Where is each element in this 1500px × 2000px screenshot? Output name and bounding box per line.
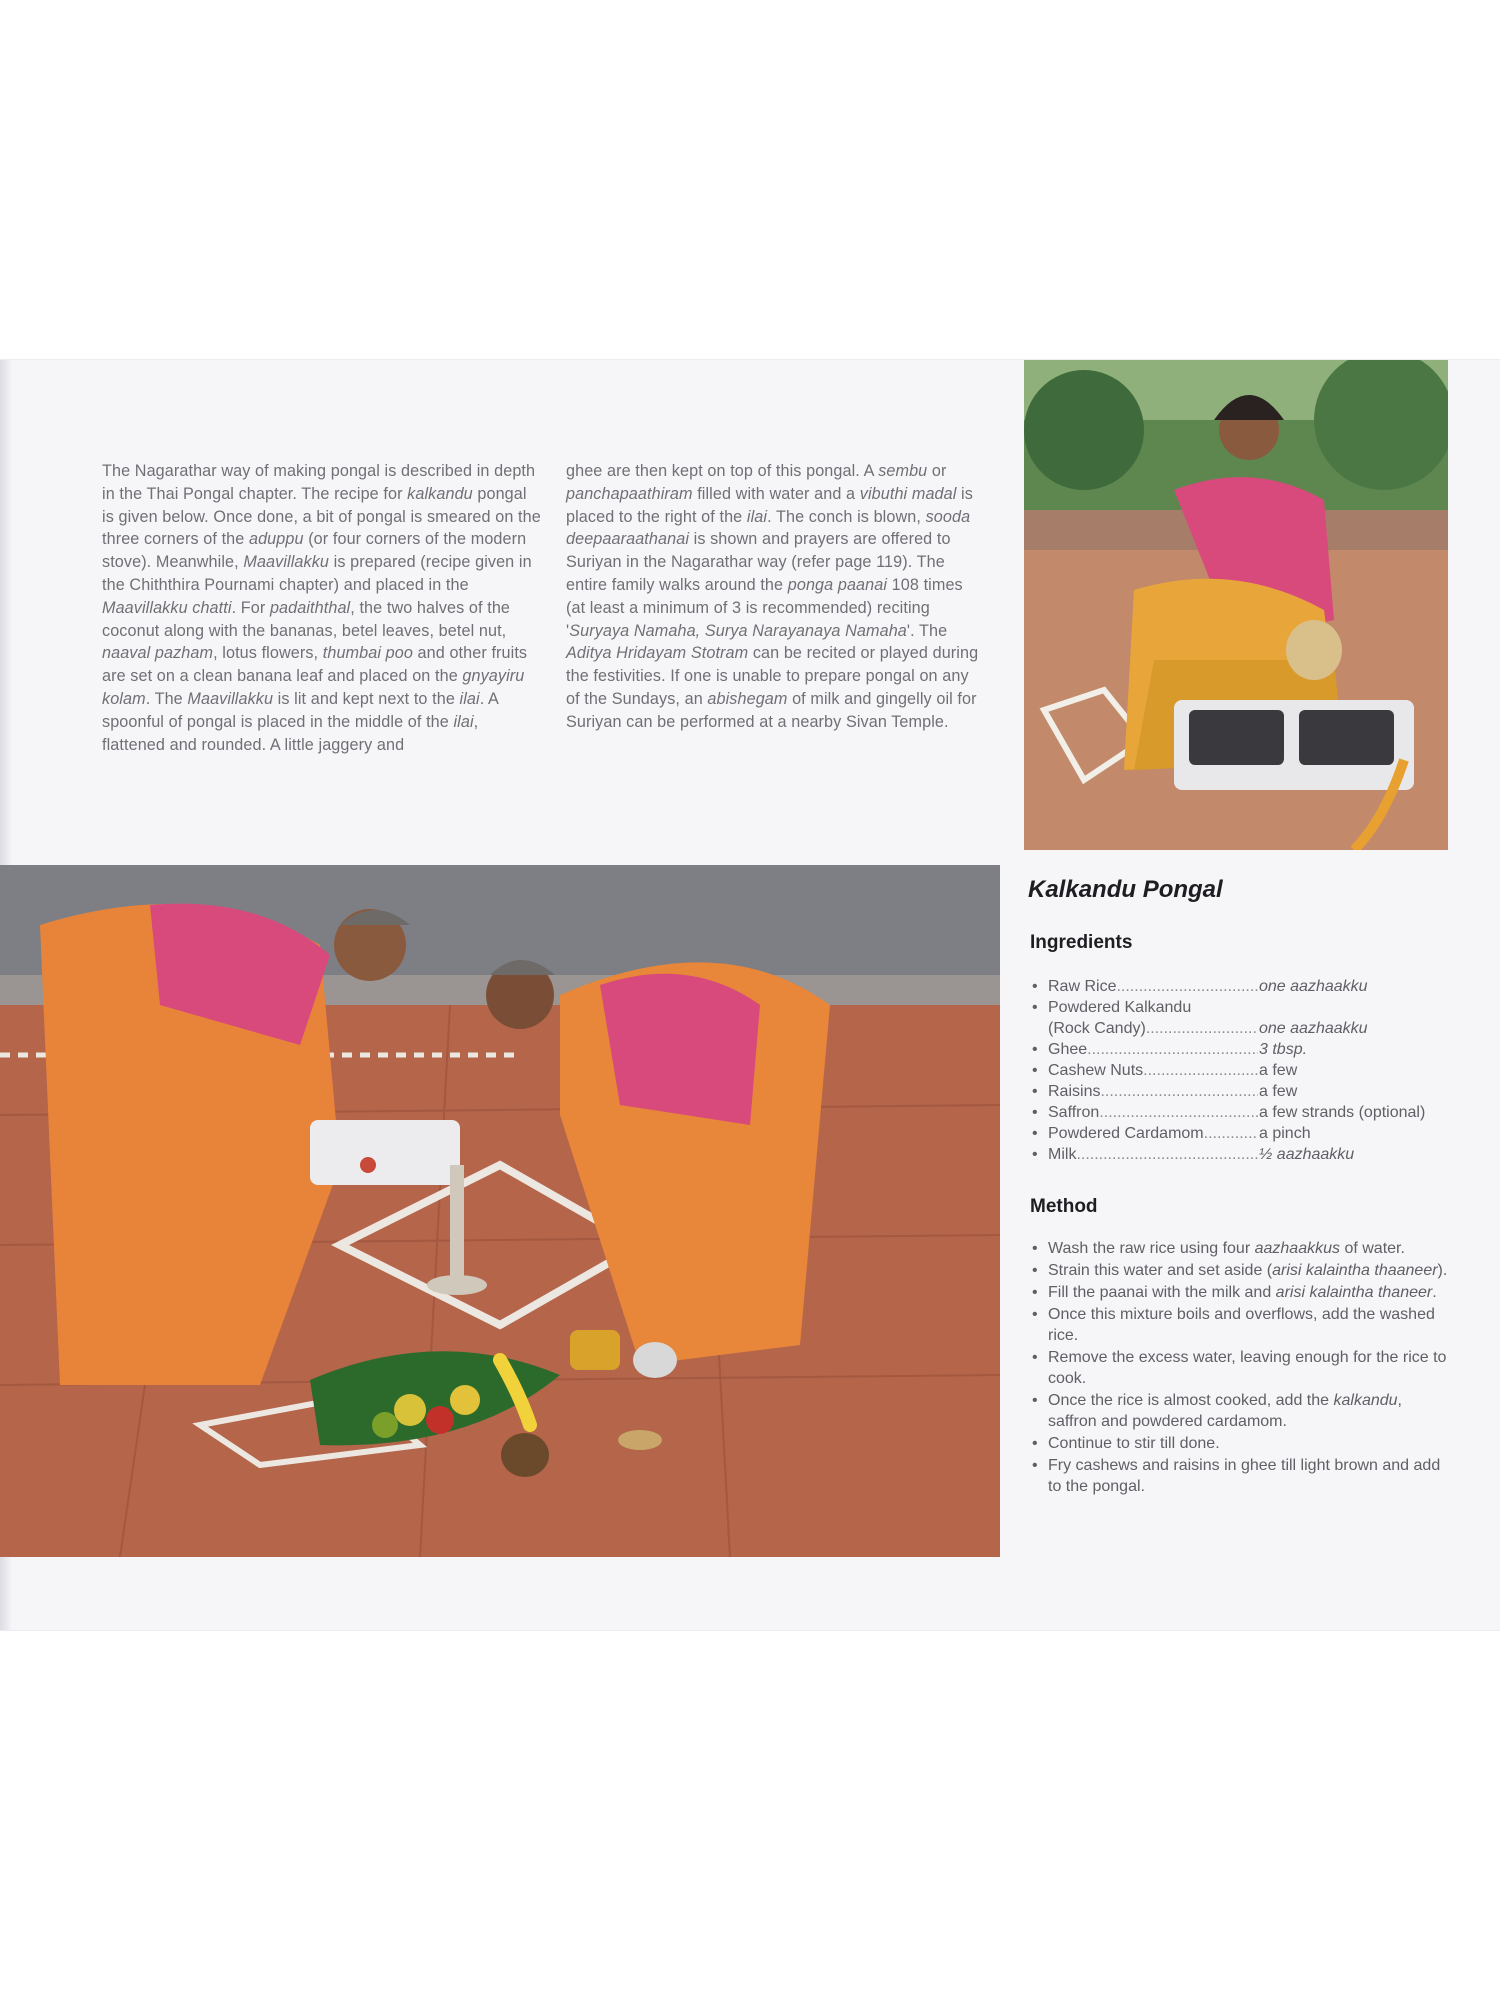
photo-women-lighting-lamp-illustration [0,865,1000,1557]
method-step [1032,1347,1452,1389]
text-run: is placed to the right of the [566,484,973,526]
text-run: Continue to stir till done. [1048,1435,1220,1452]
ingredient-amount: a few [1259,1062,1298,1079]
italic-term: aduppu [248,530,304,549]
italic-term: ponga paanai [787,575,888,594]
ingredients-list [1032,976,1462,1165]
italic-term: Suryaya Namaha, Surya Narayanaya Namaha [569,621,907,640]
ingredient-item [1032,1039,1462,1060]
text-run: and other fruits are set on a clean banana leaf and placed on the [102,644,528,686]
ingredient-amount: a few strands (optional) [1259,1104,1426,1121]
text-run: ghee are then kept on top of this pongal. A [566,462,879,480]
ingredient-item [1032,1144,1462,1165]
body-text-column-2 [566,460,986,734]
leader-dots [1076,1144,1258,1165]
ingredient-name: (Rock Candy) [1048,1020,1146,1037]
method-step [1032,1390,1452,1432]
italic-term: ilai [453,712,474,731]
ingredient-item [1032,997,1462,1018]
italic-term: padaiththal [269,598,351,617]
italic-term: aazhaakkus [1254,1240,1340,1257]
ingredient-name-cell [1048,1018,1258,1039]
italic-term: sooda deepaaraathanai [566,507,971,549]
text-run: or [927,462,947,480]
ingredient-name-cell [1048,1102,1258,1123]
text-run: The Nagarathar way of making pongal is described in depth in the Thai Pongal chapter. The recipe for [102,462,536,503]
text-run: is shown and prayers are offered to Suriyan in the Nagarathar way (refer page 119). The entire family walks around the [566,530,951,594]
ingredient-name: • Raisins [1048,1083,1101,1100]
text-run: Wash the raw rice using four [1048,1240,1255,1257]
ingredient-name: • Powdered Cardamom [1048,1125,1204,1142]
paragraph [102,460,542,756]
leader-dots [1143,1060,1258,1081]
text-run: Once the rice is almost cooked, add the [1048,1392,1334,1409]
text-run: . The [145,689,188,708]
text-run: , flattened and rounded. A little jaggery and [102,712,479,754]
ingredient-amount: a few [1259,1083,1298,1100]
method-list [1032,1238,1452,1498]
leader-dots [1087,1039,1258,1060]
method-step [1032,1282,1452,1303]
italic-term: abishegam [707,689,788,708]
text-run: 108 times (at least a minimum of 3 is recommended) reciting ' [566,575,963,640]
ingredient-item [1032,1018,1462,1039]
italic-term: naaval pazham [102,644,214,663]
method-step [1032,1433,1452,1454]
ingredient-name-cell [1048,976,1258,997]
italic-term: ilai [746,507,768,526]
text-run: . For [231,598,270,617]
italic-term: arisi kalaintha thaaneer [1272,1262,1438,1279]
method-step [1032,1455,1452,1497]
text-run: is prepared (recipe given in the Chiththira Pournami chapter) and placed in the [102,553,532,594]
text-run: '. The [906,621,948,640]
text-run: Strain this water and set aside ( [1048,1262,1273,1279]
italic-term: panchapaathiram [566,484,693,503]
recipe-title: Kalkandu Pongal [1028,876,1223,903]
method-step [1032,1238,1452,1259]
ingredient-amount: one aazhaakku [1259,1020,1368,1037]
method-step [1032,1304,1452,1346]
ingredient-name: • Cashew Nuts [1048,1062,1144,1079]
ingredient-name-cell [1048,1144,1258,1165]
ingredient-name-cell [1048,1060,1258,1081]
ingredients-heading: Ingredients [1030,932,1133,953]
ingredient-item [1032,1060,1462,1081]
text-run: . A spoonful of pongal is placed in the middle of the [102,689,499,731]
italic-term: vibuthi madal [859,484,957,503]
italic-term: Maavillakku [243,553,330,572]
photo-women-lighting-lamp [0,865,1000,1557]
italic-term: kalkandu [407,484,473,503]
ingredient-name-cell [1048,1039,1258,1060]
text-run: , saffron and powdered cardamom. [1048,1392,1402,1430]
ingredient-item [1032,1081,1462,1102]
ingredient-amount: 3 tbsp. [1259,1041,1308,1058]
text-run: , the two halves of the coconut along with the bananas, betel leaves, betel nut, [102,598,511,640]
leader-dots [1100,1081,1258,1102]
text-run: Remove the excess water, leaving enough for the rice to cook. [1048,1349,1447,1387]
leader-dots [1099,1102,1258,1123]
ingredient-amount: ½ aazhaakku [1259,1146,1355,1163]
ingredient-amount: one aazhaakku [1259,978,1368,995]
ingredient-name: • Milk [1048,1146,1077,1163]
text-run: . The conch is blown, [767,507,926,526]
ingredient-item [1032,1102,1462,1123]
text-run: of milk and gingelly oil for Suriyan can be performed at a nearby Sivan Temple. [566,689,977,731]
italic-term: Maavillakku [187,689,274,708]
paragraph [566,460,986,734]
text-run: Fill the paanai with the milk and [1048,1284,1276,1301]
ingredient-item [1032,976,1462,997]
italic-term: ilai [459,689,480,708]
text-run: of water. [1340,1240,1405,1257]
italic-term: arisi kalaintha thaneer [1275,1284,1433,1301]
text-run: pongal is given below. Once done, a bit of pongal is smeared on the three corners of the [102,484,541,549]
ingredient-name-cell [1048,1123,1258,1144]
italic-term: gnyayiru kolam [102,667,525,708]
method-step [1032,1260,1452,1281]
ingredient-name-cell [1048,997,1258,1018]
text-run: can be recited or played during the festivities. If one is unable to prepare pongal on any of the Sundays, an [566,644,979,708]
italic-term: kalkandu [1333,1392,1398,1409]
italic-term: Aditya Hridayam Stotram [566,644,749,663]
text-run: . [1432,1284,1437,1301]
leader-dots [1146,1018,1258,1039]
ingredient-name-cell [1048,1081,1258,1102]
ingredient-name: • Saffron [1048,1104,1100,1121]
ingredient-name: • Raw Rice [1048,978,1117,995]
photo-woman-at-stove [1024,360,1448,850]
text-run: , lotus flowers, [213,644,323,663]
ingredient-name: • Powdered Kalkandu [1048,999,1192,1016]
ingredient-name: • Ghee [1048,1041,1088,1058]
text-run: is lit and kept next to the [273,689,460,708]
text-run: Once this mixture boils and overflows, add the washed rice. [1048,1306,1435,1344]
method-heading: Method [1030,1196,1098,1217]
text-run: filled with water and a [692,484,860,503]
ingredient-item [1032,1123,1462,1144]
text-run: (or four corners of the modern stove). Meanwhile, [102,530,527,572]
photo-woman-at-stove-illustration [1024,360,1448,850]
text-run: ). [1437,1262,1448,1279]
body-text-column-1 [102,460,542,756]
leader-dots [1204,1123,1258,1144]
italic-term: sembu [878,462,928,480]
italic-term: thumbai poo [322,644,413,663]
italic-term: Maavillakku chatti [102,598,232,617]
leader-dots [1116,976,1258,997]
ingredient-amount: a pinch [1259,1125,1311,1142]
text-run: Fry cashews and raisins in ghee till light brown and add to the pongal. [1048,1457,1441,1495]
